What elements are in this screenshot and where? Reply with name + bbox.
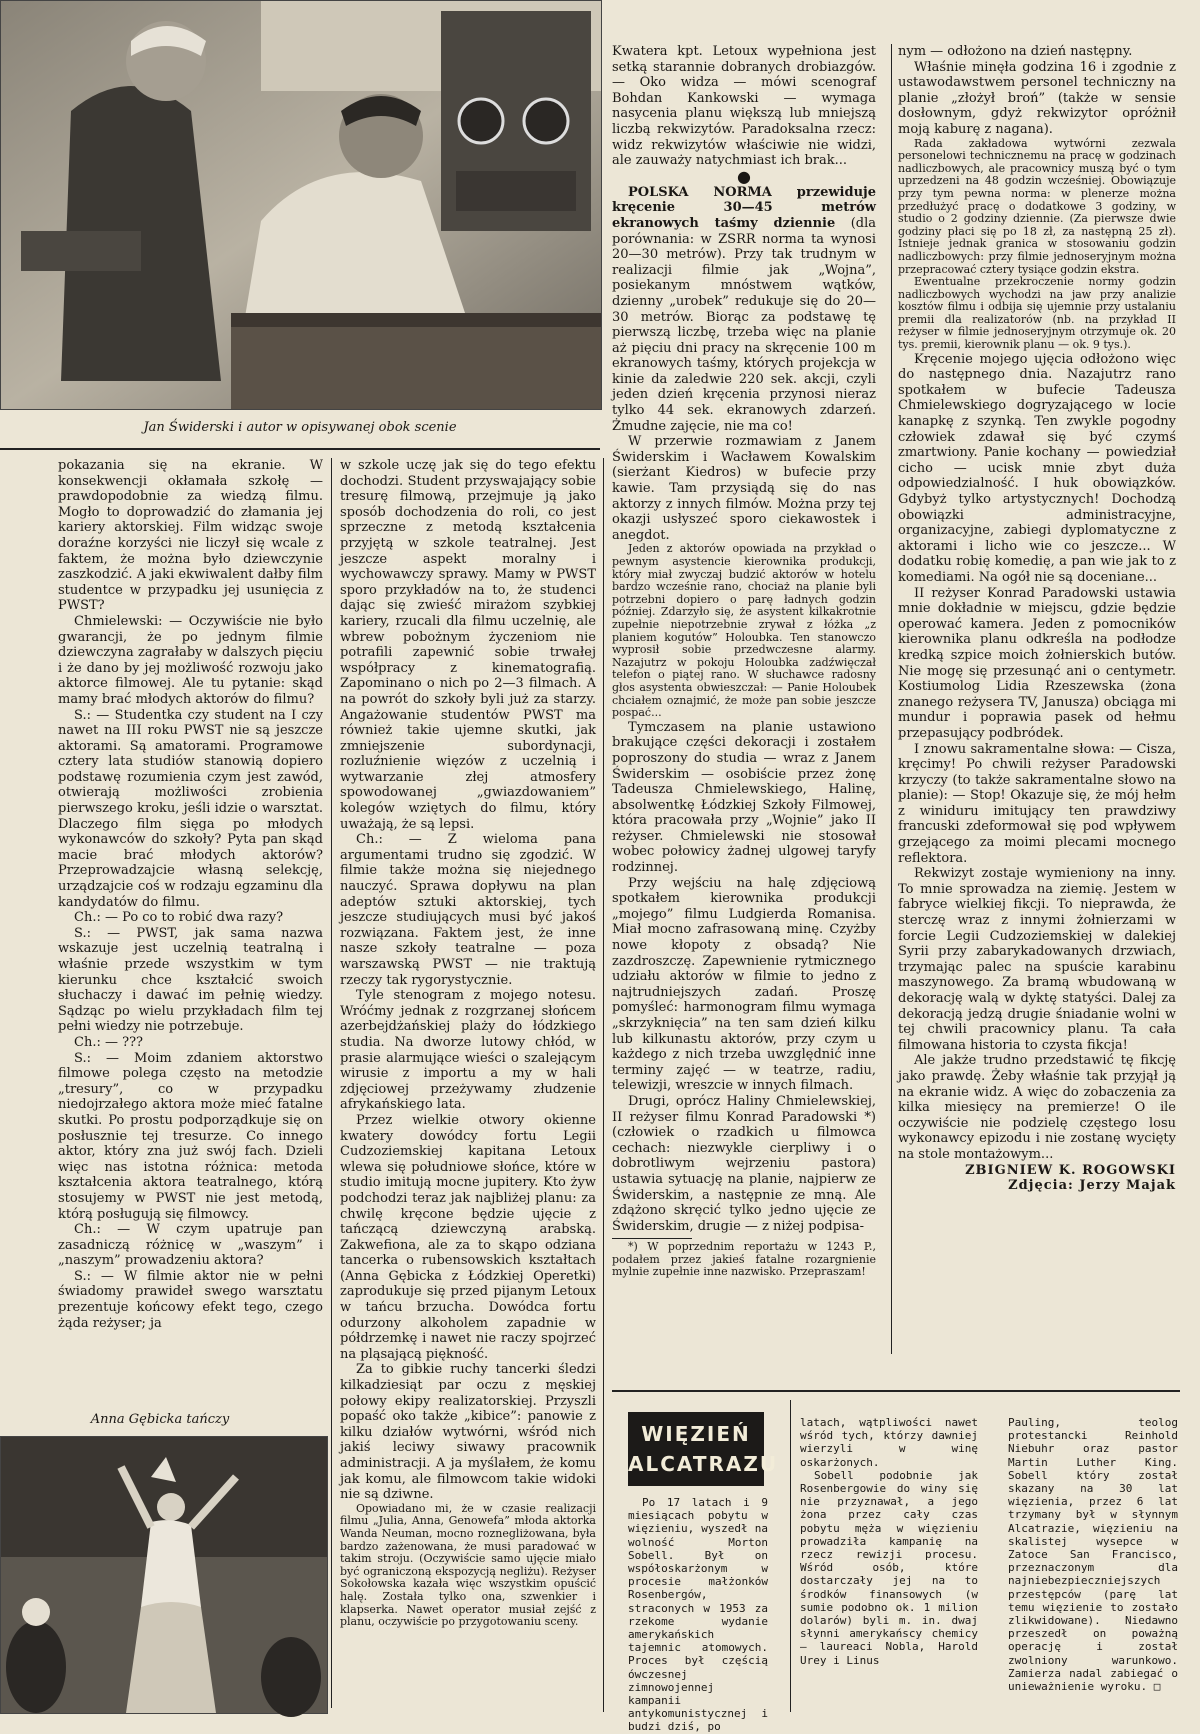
col4-note-2: Ewentualne przekroczenie normy godzin nadliczbowych wychodzi na jaw przy analizie kosztów filmu i odbija się ujemnie przy ustalaniu premii dla realizatorów (nb. na przykład II reżyser w filmie jednoseryjnym otrzymuje ok. 20 tys. premii, kierownik planu — ok. 9 tys.). — [898, 275, 1176, 352]
col4-para-5: I znowu sakramentalne słowa: — Cisza, kręcimy! Po chwili reżyser Paradowski krzyczy (to także sakramentalne słowo na planie): — Stop! Okazuje się, że mój hełm z winiduru imitujący ten prawdziwy francuski zdeformował się pod wpływem grzejącego za moimi plecami mocnego reflektora. — [898, 741, 1176, 866]
col3-para-2 — [612, 185, 876, 435]
col4-para-2: Właśnie minęła godzina 16 i zgodnie z ustawodawstwem personel techniczny na planie „złożył broń” (także w sensie dosłownym, gdyż rekwizytor opróżnił moją kaburę z nagana). — [898, 59, 1176, 137]
col3-para-5: Przy wejściu na halę zdjęciową spotkałem kierownika produkcji „mojego” filmu Ludgierda Romanisa. Miał mocno zafrasowaną minę. Czyżby nowe kłopoty z obsadą? Nie zazdroszczę. Zapewnienie rytmicznego udziału aktorów w filmie to jedno z najtrudniejszych zadań. Proszę pomyśleć: harmonogram filmu wymaga „skrzyknięcia” na ten sam dzień kilku lub kilkunastu aktorów, przy czym u każdego z nich trzeba uwzględnić inne terminy zajęć — w teatrze, radiu, telewizji, wreszcie w innych filmach. — [612, 875, 876, 1094]
col1-para-2: Chmielewski: — Oczywiście nie było gwarancji, że po jednym filmie dziewczyna zagrałaby w dalszych pięciu i że dano by jej możliwość rozwoju jako aktorce filmowej. Ale tu pytanie: skąd mamy brać młodych aktorów do filmu? — [58, 613, 323, 707]
alcatraz-para-2b: Sobell podobnie jak Rosenbergowie do winy się nie przyznawał, a jego żona przez cały czas pobytu męża w więzieniu prowadziła kampanię na rzecz rewizji procesu. Wśród osób, które dostarczały jej na to środków finansowych (w sumie podobno ok. 1 milion dolarów) byli m. in. dwaj słynni amerykańscy chemicy — laureaci Nobla, Harold Urey i Linus — [800, 1468, 978, 1667]
section-bullet: ● — [737, 166, 751, 186]
col1-para-7: S.: — Moim zdaniem aktorstwo filmowe polega często na metodzie „tresury”, co w przypadku niedojrzałego aktora może mieć fatalne skutki. Po prostu podporządkuje się on posłusznie tej tresurze. Co innego aktor, który zna już swój fach. Dzieli więc nas istotna różnica: metoda kształcenia aktora teatralnego, którą stosujemy w PWST nie jest metodą, którą posługują się filmowcy. — [58, 1050, 323, 1222]
col4-para-4: II reżyser Konrad Paradowski ustawia mnie dokładnie w miejscu, gdzie będzie operować kamera. Jeden z pomocników kierownika planu odkreśla na podłodze kredką szpice moich żołnierskich butów. Nie mogę się przesunąć ani o centymetr. Kostiumolog Lidia Rzeszewska (żona znanego reżysera TV, Janusza) obciąga mi mundur i poprawia pasek od hełmu przepasujący podbródek. — [898, 585, 1176, 741]
alcatraz-title-box — [628, 1412, 779, 1486]
alcatraz-column-1 — [628, 1496, 768, 1734]
col1-para-8: Ch.: — W czym upatruje pan zasadniczą różnicę w „waszym” i „naszym” prowadzeniu aktora? — [58, 1222, 323, 1269]
photo-two-men-at-desk — [1, 1, 601, 409]
bottom-photo — [0, 1436, 328, 1714]
col3-footnote: *) W poprzednim reportażu w 1243 P., podałem przez jakieś fatalne rozargnienie mylnie zupełnie inne nazwisko. Przepraszam! — [612, 1240, 876, 1279]
article-column-1 — [58, 458, 323, 1370]
alcatraz-para-1: Po 17 latach i 9 miesiącach pobytu w więzieniu, wyszedł na wolność Morton Sobell. Był on współoskarżonym w procesie małżonków Rosenbergów, straconych w 1953 za rzekome wydanie amerykańskich tajemnic atomowych. Proces był częścią ówczesnej zimnowojennej kampanii antykomunistycznej i budzi dziś, po — [628, 1496, 768, 1734]
alcatraz-title-line-2: ALCATRAZU — [628, 1452, 779, 1476]
alcatraz-title-line-1: WIĘZIEŃ — [641, 1422, 751, 1446]
polska-norma-lead: POLSKA NORMA przewiduje kręcenie 30—45 metrów ekranowych taśmy dziennie — [612, 184, 876, 231]
alcatraz-column-3 — [1008, 1416, 1178, 1708]
col-divider-1-2 — [331, 458, 332, 1708]
footnote-rule — [612, 1238, 692, 1239]
col3-para-1: Kwatera kpt. Letoux wypełniona jest setką starannie dobranych drobiazgów. — Oko widza — mówi scenograf Bohdan Kankowski — wymaga nasycenia planu większą lub mniejszą liczbą rekwizytów. Paradoksalna rzecz: widz rekwizytów właściwie nie widzi, ale zauważy natychmiast ich brak... — [612, 44, 876, 169]
top-photo-divider — [0, 448, 600, 450]
photo-credit: Zdjęcia: Jerzy Majak — [1008, 1178, 1176, 1194]
author-signature: ZBIGNIEW K. ROGOWSKI — [965, 1162, 1176, 1178]
alcatraz-column-2 — [800, 1416, 978, 1708]
photo-dancer — [1, 1437, 327, 1713]
polska-norma-text: (dla porównania: w ZSRR norma ta wynosi 20—30 metrów). Przy tak trudnym w realizacji filmie jak „Wojna”, posiekanym mnóstwem wątków, dzienny „urobek” redukuje się do 20—30 metrów. Biorąc za podstawę tę pierwszą liczbę, trzeba więc na planie aż pięciu dni pracy na skręcenie 100 m ekranowych taśmy, których projekcja w kinie da zaledwie 220 sek. akcji, czyli jeden dzień kręcenia przynosi nieraz tylko 44 sek. ekranowych zdarzeń. Żmudne zajęcie, nie ma co! — [612, 215, 877, 434]
article-column-4 — [898, 44, 1176, 1354]
col4-para-3: Kręcenie mojego ujęcia odłożono więc do następnego dnia. Nazajutrz rano spotkałem w bufecie Tadeusza Chmielewskiego dogryzającego w locie kanapkę z szynką. Ten zwykle pogodny człowiek zdawał się być czymś zmartwiony. Panie kochany — powiedział cicho — ucisk mnie zbyt duża odpowiedzialność. I huk obowiązków. Gdybyż tylko artystycznych! Dochodzą obowiązki administracyjne, organizacyjne, zabiegi dyplomatyczne z aktorami i licho wie co jeszcze... W dodatku robię komedię, a pan wie jak to z komediami. Na ogół nie są doceniane... — [898, 351, 1176, 585]
col2-para-1: w szkole uczę jak się do tego efektu dochodzi. Student przyswajający sobie tresurę filmową, przejmuje ją jako sposób dochodzenia do roli, co jest sprzeczne z metodą kształcenia przyjętą w szkole teatralnej. Jest jeszcze aspekt moralny i wychowawczy sprawy. Mamy w PWST sporo przykładów na to, że studenci dając się zwieść mirażom szybkiej kariery, rzucali dla filmu uczelnię, ale wbrew pobożnym życzeniom nie potrafili zapewnić sobie trwałej współpracy z kinematografią. Zapominano o nich po 2—3 filmach. A na powrót do szkoły byli już za starzy. Angażowanie studentów PWST ma również takie ujemne skutki, jak zmniejszenie subordynacji, rozluźnienie więzów z uczelnią i wytwarzanie złej atmosfery spowodowanej „gwiazdowaniem” kolegów wziętych do filmu, który uważają, że są lepsi. — [340, 458, 596, 832]
end-mark: □ — [1153, 1680, 1161, 1694]
col1-para-9: S.: — W filmie aktor nie w pełni świadomy prawideł swego warsztatu prezentuje końcowy efekt tego, czego żąda reżyser; ja — [58, 1268, 323, 1331]
col4-para-6: Rekwizyt zostaje wymieniony na inny. To mnie sprowadza na ziemię. Jestem w fabryce wielkiej fikcji. To nieprawda, że sterczę wraz z innymi żołnierzami w forcie Legii Cudzoziemskiej w dalekiej Syrii przy zabarykadowanych drzwiach, trzymając palec na spuście karabinu maszynowego. Za bramą wbudowaną w dekorację walą w dyktę statyści. Dalej za dekoracją jedzą drugie śniadanie wolni w tej chwili pracownicy planu. Ta cała filmowana historia to czysta fikcja! — [898, 866, 1176, 1053]
alcatraz-para-3 — [1008, 1416, 1178, 1693]
alcatraz-para-2a: latach, wątpliwości nawet wśród tych, którzy dawniej wierzyli w winę oskarżonych. — [800, 1416, 978, 1469]
col1-para-1: pokazania się na ekranie. W konsekwencji okłamała szkołę — prawdopodobnie za wiedzą filmu. Mogło to doprowadzić do złamania jej kariery aktorskiej. Film widząc swoje doraźne korzyści nie liczył się wcale z faktem, że można było dziewczynie zaszkodzić. A jaki ekwiwalent dałby film studentce w przypadku jej usunięcia z PWST? — [58, 458, 323, 614]
col2-anecdote: Opowiadano mi, że w czasie realizacji filmu „Julia, Anna, Genowefa” młoda aktorka Wanda Neuman, mocno roznegliżowana, była bardzo zażenowana, że musi paradować w takim stroju. (Oczywiście samo ujęcie miało być ograniczoną ekspozycją negliżu). Reżyser Sokołowska kazała więc wszystkim opuścić halę. Została tylko ona, szwenkier i klapserka. Nawet operator musiał zejść z planu, oczywiście po przygotowaniu sceny. — [340, 1501, 596, 1629]
col2-para-2: Ch.: — Z wieloma pana argumentami trudno się zgodzić. W filmie także można się niejednego nauczyć. Sprawa dopływu na plan adeptów sztuki aktorskiej, tych jeszcze studiujących musi być jakoś rozwiązana. Faktem jest, że inne nasze szkoły teatralne — poza warszawską PWST — nie traktują rzeczy tak rygorystycznie. — [340, 832, 596, 988]
col4-note-1: Rada zakładowa wytwórni zezwala personelowi technicznemu na pracę w godzinach nadliczbowych, ale pracownicy muszą być o tym uprzedzeni na 48 godzin wcześniej. Obowiązuje przy tym pewna norma: w plenerze można przedłużyć pracę o dodatkowe 3 godziny, w studio o 2 godziny dziennie. (Za pierwsze dwie godziny płaci się po 18 zł, za następną 25 zł). Istnieje jednak granica w stosowaniu godzin nadliczbowych: przy filmie jednoseryjnym można przepracować cztery tysiące godzin ekstra. — [898, 136, 1176, 276]
alcatraz-col-divider — [790, 1400, 791, 1712]
col-divider-3-4 — [891, 44, 892, 1354]
col2-para-3: Tyle stenogram z mojego notesu. Wróćmy jednak z rozgrzanej słońcem azerbejdżańskiej plaży do łódzkiego studia. Na dworze lutowy chłód, w prasie alarmujące wieści o szalejącym wirusie z importu a my w hali zdjęciowej przeżywamy złudzenie afrykańskiego lata. — [340, 988, 596, 1113]
col1-para-4: Ch.: — Po co to robić dwa razy? — [74, 910, 284, 926]
col3-para-3: W przerwie rozmawiam z Janem Świderskim i Wacławem Kowalskim (sierżant Kiedros) w bufecie przy kawie. Tam przysiądą się do nas aktorzy z innych filmów. Można przy tej okazji usłyszeć sporo ciekawostek i anegdot. — [612, 434, 876, 543]
col2-para-5: Za to gibkie ruchy tancerki śledzi kilkadziesiąt par oczu z męskiej połowy ekipy realizatorskiej. Przyszli popaść oko także „kibice”: panowie z kilku działów wytwórni, wśród nich jakiś leciwy siwawy pracownik administracji. A ja myślałem, że komu jak komu, ale filmowcom takie widoki nie są dziwne. — [340, 1362, 596, 1503]
top-photo — [0, 0, 602, 410]
col3-para-6: Drugi, oprócz Haliny Chmielewskiej, II reżyser filmu Konrad Paradowski *) (człowiek o rzadkich u filmowca cechach: niezwykle cierpliwy i o dobrotliwym wejrzeniu pastora) ustawia sytuację na planie, najpierw ze Świderskim, a następnie ze mną. Ale zdążono skręcić tylko jedno ujęcie ze Świderskim, drugie — z niżej podpisa- — [612, 1093, 876, 1234]
alcatraz-top-rule — [612, 1390, 1180, 1392]
col1-para-5: S.: — PWST, jak sama nazwa wskazuje jest uczelnią teatralną i właśnie przede wszystkim w tym kierunku chce kształcić swoich słuchaczy i dawać im pełnię wiedzy. Sądząc po wielu przykładach film tej pełni wiedzy nie potrzebuje. — [58, 925, 323, 1035]
col4-para-1: nym — odłożono na dzień następny. — [898, 44, 1133, 59]
col-divider-2-3 — [603, 458, 604, 1712]
article-column-3 — [612, 44, 876, 1354]
bottom-photo-caption: Anna Gębicka tańczy — [90, 1412, 230, 1427]
article-column-2 — [340, 458, 596, 1712]
col4-para-7: Ale jakże trudno przedstawić tę fikcję jako prawdę. Żeby właśnie tak przyjął ją na ekranie widz. A więc do zobaczenia za kilka miesięcy na premierze! O ile oczywiście nie podzielę częstego losu wykonawcy epizodu i nie zostanę wycięty na stole montażowym... — [898, 1053, 1176, 1162]
alcatraz-para-3-text: Pauling, teolog protestancki Reinhold Niebuhr oraz pastor Martin Luther King. Sobell który został skazany na 30 lat więzienia, przez 6 lat trzymany był w słynnym Alcatrazie, więzieniu na skalistej wysepce w Zatoce San Francisco, przeznaczonym dla najniebezpieczniejszych przestępców (parę lat temu więzienie to zostało zlikwidowane). Niedawno przeszedł on poważną operację i został zwolniony warunkowo. Zamierza nadal zabiegać o unieważnienie wyroku. — [1008, 1416, 1178, 1694]
col1-para-6: Ch.: — ??? — [74, 1034, 144, 1050]
col3-anecdote: Jeden z aktorów opowiada na przykład o pewnym asystencie kierownika produkcji, który miał zwyczaj budzić aktorów w hotelu bardzo wcześnie rano, chociaż na planie byli potrzebni dopiero o parę ładnych godzin później. Zdarzyło się, że asystent kilkakrotnie zupełnie niepotrzebnie zrywał z łóżka „z planiem kogutów” Holoubka. Ten stanowczo wyprosił sobie przedwczesne alarmy. Nazajutrz w pokoju Holoubka zadźwięczał telefon o piątej rano. W słuchawce radosny głos asystenta obwieszczał: — Panie Holoubek chciałem oznajmić, że może pan sobie jeszcze pospać... — [612, 542, 876, 720]
col3-para-4: Tymczasem na planie ustawiono brakujące części dekoracji i zostałem poproszony do studia — wraz z Janem Świderskim — osobiście przez żonę Tadeusza Chmielewskiego, Halinę, absolwentkę Łódzkiej Szkoły Filmowej, która pracowała przy „Wojnie” jako II reżyser. Chmielewski nie stosował wobec połowicy żadnej ulgowej taryfy rodzinnej. — [612, 719, 876, 876]
col2-para-4: Przez wielkie otwory okienne kwatery dowódcy fortu Legii Cudzoziemskiej kapitana Letoux wlewa się południowe słońce, które w studio imitują mocne jupitery. Kto żyw podchodzi teraz jak najbliżej planu: za chwilę kręcone będzie ujęcie z tańczącą dziewczyną arabską. Zakwefiona, ale za to skąpo odziana tancerka o rubensowskich kształtach (Anna Gębicka z Łódzkiej Operetki) zaprodukuje się przed pijanym Letoux w tańcu brzucha. Dowódca fortu odurzony alkoholem zapadnie w półdrzemkę i nawet nie raczy spojrzeć na pląsającą piękność. — [340, 1112, 596, 1362]
col1-para-3: S.: — Studentka czy student na I czy nawet na III roku PWST nie są jeszcze aktorami. Są amatorami. Programowe cztery lata studiów stanowią dopiero podstawę rozumienia czym jest zawód, otwierają możliwości zrobienia pierwszego kroku, jeśli idzie o warsztat. Dlaczego film sięga po młodych wykonawców do szkoły? Pyta pan skąd macie brać młodych aktorów? Przeprowadzajcie własną selekcję, urządzajcie coś w rodzaju egzaminu dla kandydatów do filmu. — [58, 707, 323, 910]
top-photo-caption: Jan Świderski i autor w opisywanej obok scenie — [143, 420, 457, 435]
